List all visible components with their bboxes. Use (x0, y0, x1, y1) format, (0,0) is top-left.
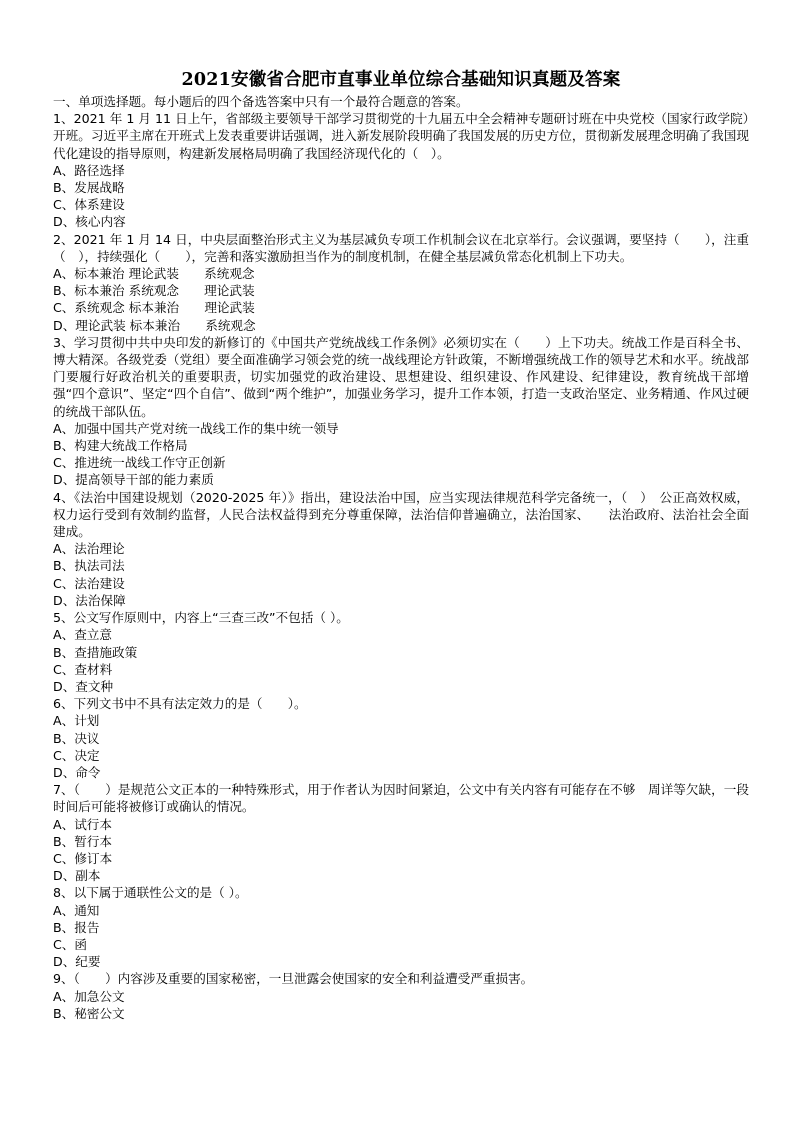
question-stem: 1、2021 年 1 月 11 日上午，省部级主要领导干部学习贯彻党的十九届五中全会精神专题研讨班在中央党校（国家行政学院）开班。习近平主席在开班式上发表重要讲话强调，进入新发展阶段明确了我国发展的历史方位，贯彻新发展理念明确了我国现代化建设的指导原则，构建新发展格局明确了我国经济现代化的（ ）。 (53, 111, 749, 161)
option-b: B、标本兼治 系统观念 理论武装 (53, 283, 255, 299)
option-d: D、副本 (53, 868, 101, 884)
option-d: D、核心内容 (53, 214, 126, 230)
option-c: C、推进统一战线工作守正创新 (53, 455, 226, 471)
question-7 (53, 781, 749, 884)
option-a: A、加急公文 (53, 988, 125, 1004)
question-3 (53, 334, 749, 489)
option-a: A、查立意 (53, 627, 112, 643)
question-stem: 4、《法治中国建设规划（2020-2025 年）》指出，建设法治中国，应当实现法律规范科学完备统一，（ ） 公正高效权威，权力运行受到有效制约监督，人民合法权益得到充分尊重保障，法治信仰普遍确立，法治国家、 法治政府、法治社会全面建成。 (53, 489, 749, 540)
option-a: A、计划 (53, 713, 100, 729)
question-1 (53, 110, 749, 230)
question-stem: 6、下列文书中不具有法定效力的是（ ）。 (53, 696, 307, 712)
option-c: C、查材料 (53, 661, 113, 677)
option-c: C、法治建设 (53, 575, 125, 591)
option-d: D、纪要 (53, 954, 101, 970)
option-d: D、查文种 (53, 678, 114, 694)
document-title: 2021安徽省合肥市直事业单位综合基础知识真题及答案 (181, 70, 621, 90)
option-b: B、暂行本 (53, 833, 113, 849)
option-a: A、通知 (53, 902, 100, 918)
question-stem: 9、（ ）内容涉及重要的国家秘密，一旦泄露会使国家的安全和利益遭受严重损害。 (53, 971, 534, 987)
question-5 (53, 609, 749, 695)
question-4 (53, 489, 749, 609)
option-c: C、决定 (53, 747, 100, 763)
option-d: D、命令 (53, 764, 101, 780)
option-a: A、路径选择 (53, 162, 125, 178)
option-b: B、报告 (53, 919, 100, 935)
option-c: C、体系建设 (53, 197, 125, 213)
option-b: B、决议 (53, 730, 100, 746)
question-stem: 7、（ ）是规范公文正本的一种特殊形式，用于作者认为因时间紧迫，公文中有关内容有可能存在不够 周详等欠缺，一段时间后可能将被修订或确认的情况。 (53, 782, 749, 815)
option-a: A、试行本 (53, 816, 112, 832)
question-9 (53, 970, 749, 1022)
question-stem: 3、学习贯彻中共中央印发的新修订的《中国共产党统战线工作条例》必须切实在（ ）上下功夫。统战工作是百科全书、博大精深。各级党委（党组）要全面准确学习领会党的统一战线理论方针政策，不断增强统战工作的领导艺术和水平。统战部门要履行好政治机关的重要职责，切实加强党的政治建设、思想建设、组织建设、作风建设、纪律建设，教育统战干部增强“四个意识”、坚定“四个自信”、做到“两个维护”，加强业务学习，提升工作本领，打造一支政治坚定、业务精通、作风过硬的统战干部队伍。 (53, 334, 749, 419)
option-a: A、标本兼治 理论武装 系统观念 (53, 266, 255, 282)
question-stem: 5、公文写作原则中，内容上“三查三改”不包括（ ）。 (53, 610, 349, 626)
question-6 (53, 695, 749, 781)
option-b: B、发展战略 (53, 180, 125, 196)
question-2 (53, 231, 749, 334)
section-heading: 一、单项选择题。每小题后的四个备选答案中只有一个最符合题意的答案。 (53, 94, 469, 109)
question-stem: 2、2021 年 1 月 14 日，中央层面整治形式主义为基层减负专项工作机制会议在北京举行。会议强调，要坚持（ ），注重（ ），持续强化（ ），完善和落实激励担当作为的制度机制，在健全基层减负常态化机制上下功夫。 (53, 231, 749, 264)
option-b: B、构建大统战工作格局 (53, 438, 188, 454)
option-b: B、秘密公文 (53, 1005, 125, 1021)
option-a: A、法治理论 (53, 541, 125, 557)
option-a: A、加强中国共产党对统一战线工作的集中统一领导 (53, 420, 339, 436)
question-stem: 8、以下属于通联性公文的是（ ）。 (53, 885, 248, 901)
option-b: B、查措施政策 (53, 644, 138, 660)
option-c: C、修订本 (53, 850, 113, 866)
document-page (53, 68, 749, 1022)
option-d: D、提高领导干部的能力素质 (53, 472, 214, 488)
option-d: D、法治保障 (53, 592, 126, 608)
option-d: D、理论武装 标本兼治 系统观念 (53, 317, 256, 333)
option-c: C、函 (53, 936, 87, 952)
option-b: B、执法司法 (53, 558, 125, 574)
question-8 (53, 884, 749, 970)
option-c: C、系统观念 标本兼治 理论武装 (53, 300, 255, 316)
